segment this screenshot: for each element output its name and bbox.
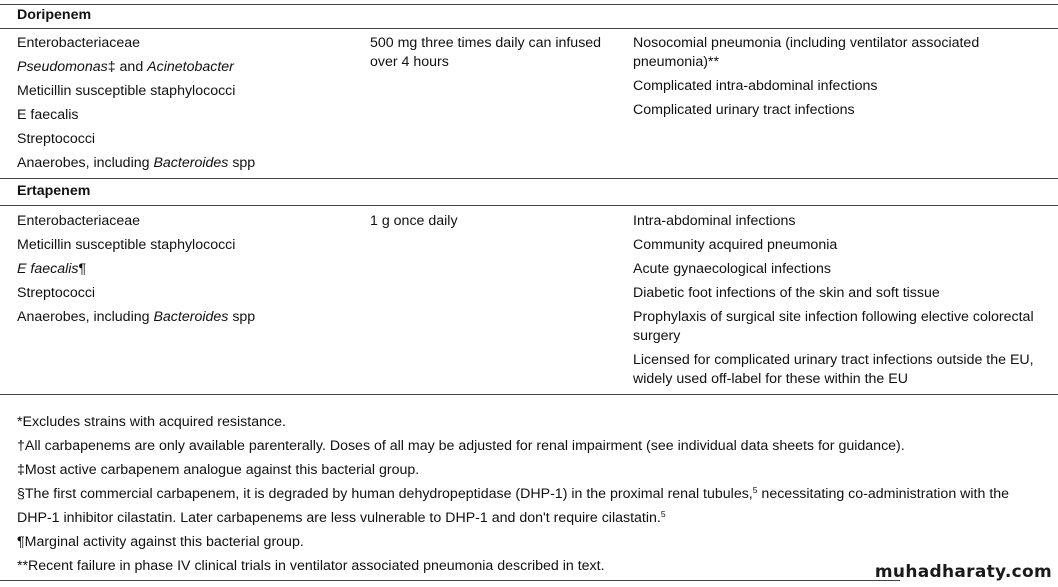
ertapenem-organism: Anaerobes, including Bacteroides spp [17,309,256,325]
doripenem-organism: Pseudomonas‡ and Acinetobacter [17,59,234,75]
ertapenem-indication: Intra-abdominal infections [633,213,796,229]
footnotes-bottom-rule [0,580,900,581]
doripenem-indication: Complicated urinary tract infections [633,102,855,118]
section-title-doripenem: Doripenem [17,7,92,23]
site-watermark: muhadharaty.com [874,562,1052,582]
doripenem-organism: Streptococci [17,131,96,147]
footnote: ¶Marginal activity against this bacterial group. [17,534,304,550]
doripenem-indication: Nosocomial pneumonia (including ventilator associated pneumonia)** [633,35,980,70]
ertapenem-organism: Enterobacteriaceae [17,213,141,229]
top-rule [0,4,1058,5]
ertapenem-top-rule [0,178,1058,179]
doripenem-organism: Enterobacteriaceae [17,35,141,51]
doripenem-dose: 500 mg three times daily can infused over 4 hours [370,35,602,70]
doripenem-organism: Meticillin susceptible staphylococci [17,83,236,99]
ertapenem-organism: Meticillin susceptible staphylococci [17,237,236,253]
footnote: ‡Most active carbapenem analogue against this bacterial group. [17,462,420,478]
ertapenem-dose: 1 g once daily [370,213,458,229]
footnote: DHP-1 inhibitor cilastatin. Later carbapenems are less vulnerable to DHP-1 and don't require cilastatin.$^5$ [17,509,666,526]
ertapenem-organism: E faecalis¶ [17,261,87,277]
footnote: §The first commercial carbapenem, it is degraded by human dehydropeptidase (DHP-1) in the proximal renal tubules,$^5$ necessitating co-administration with the [17,485,1010,502]
footnote: *Excludes strains with acquired resistance. [17,414,286,430]
table-bottom-rule [0,394,1058,395]
section-title-ertapenem: Ertapenem [17,183,91,199]
reference-superscript: 5 [752,485,758,495]
ertapenem-indication: Community acquired pneumonia [633,237,838,253]
doripenem-organism: E faecalis [17,107,79,123]
ertapenem-header-rule [0,205,1058,206]
reference-superscript: 5 [660,509,666,519]
footnote: †All carbapenems are only available parenterally. Doses of all may be adjusted for renal impairment (see individual data sheets for guidance). [17,438,905,454]
ertapenem-indication: Prophylaxis of surgical site infection following elective colorectal surgery [633,309,1034,344]
ertapenem-organism: Streptococci [17,285,96,301]
ertapenem-indication: Diabetic foot infections of the skin and soft tissue [633,285,940,301]
doripenem-header-rule [0,28,1058,29]
ertapenem-indication: Acute gynaecological infections [633,261,831,277]
doripenem-indication: Complicated intra-abdominal infections [633,78,878,94]
ertapenem-indication: Licensed for complicated urinary tract infections outside the EU, widely used off-label for these within the EU [633,352,1034,387]
footnote: **Recent failure in phase IV clinical trials in ventilator associated pneumonia described in text. [17,558,605,574]
doripenem-organism: Anaerobes, including Bacteroides spp [17,155,256,171]
